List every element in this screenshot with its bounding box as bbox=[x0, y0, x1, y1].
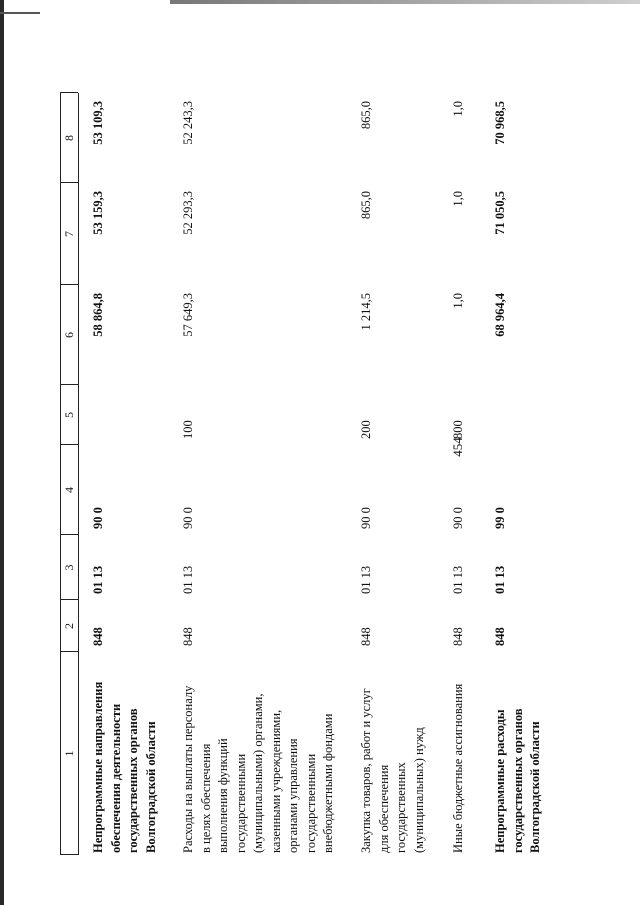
row-4-v8: 70 968,5 bbox=[493, 101, 507, 145]
row-3-name-line: Иные бюджетные ассигнования bbox=[451, 683, 465, 853]
header-cell-3: 3 bbox=[62, 564, 76, 571]
row-4-name-line: Волгоградской области bbox=[528, 721, 542, 853]
row-4-section: 01 13 bbox=[493, 565, 507, 594]
row-1-name-line: органами управления bbox=[286, 738, 300, 853]
row-2-name-line: для обеспечения bbox=[376, 764, 391, 853]
header-cell-5: 5 bbox=[62, 412, 76, 418]
header-cell-8: 8 bbox=[62, 135, 76, 141]
row-0-name-line: Непрограммные направления bbox=[91, 681, 105, 853]
row-0-name-line: Волгоградской области bbox=[143, 721, 158, 853]
row-0-name-line: государственных органов bbox=[126, 708, 140, 853]
row-2-v6: 1 214,5 bbox=[359, 293, 373, 331]
row-1-name-line: государственными bbox=[303, 753, 318, 853]
row-0-v7: 53 159,3 bbox=[91, 191, 105, 235]
row-3-type: 800 bbox=[451, 420, 465, 439]
row-1-name-line: Расходы на выплаты персоналу bbox=[181, 685, 195, 853]
row-0-v6: 58 864,8 bbox=[91, 293, 105, 337]
row-1-section: 01 13 bbox=[181, 565, 195, 594]
row-3-code: 848 bbox=[451, 627, 465, 646]
row-2-name-line: Закупка товаров, работ и услуг bbox=[359, 688, 373, 853]
row-3-v8: 1,0 bbox=[451, 101, 465, 117]
header-bottom-rule bbox=[78, 93, 79, 855]
row-3-v7: 1,0 bbox=[451, 191, 465, 207]
row-4-v6: 68 964,4 bbox=[493, 293, 507, 337]
header-top-rule bbox=[60, 93, 61, 855]
row-1-name-line: казенными учреждениями, bbox=[268, 709, 283, 853]
row-1-v6: 57 649,3 bbox=[181, 293, 195, 337]
row-4-v7: 71 050,5 bbox=[493, 191, 507, 235]
row-4-target: 99 0 bbox=[493, 507, 507, 529]
row-0-code: 848 bbox=[91, 627, 105, 646]
row-4-name-line: Непрограммные расходы bbox=[493, 709, 507, 853]
row-0-section: 01 13 bbox=[91, 565, 105, 594]
row-0-v8: 53 109,3 bbox=[91, 101, 105, 145]
row-1-v8: 52 243,3 bbox=[181, 101, 195, 145]
row-4-code: 848 bbox=[493, 627, 507, 646]
row-1-name-line: в целях обеспечения bbox=[198, 743, 213, 853]
row-2-name-line: (муниципальных) нужд bbox=[411, 727, 426, 853]
row-1-name-line: выполнения функций bbox=[216, 738, 230, 853]
row-3-target: 90 0 bbox=[451, 507, 465, 529]
header-cell-6: 6 bbox=[62, 332, 76, 338]
row-2-section: 01 13 bbox=[359, 565, 373, 594]
row-3-v6: 1,0 bbox=[451, 293, 465, 309]
row-1-name-line: (муниципальными) органами, bbox=[251, 693, 265, 853]
row-2-v7: 865,0 bbox=[359, 191, 373, 220]
row-3-section: 01 13 bbox=[451, 565, 465, 594]
row-1-name-line: внебюджетными фондами bbox=[321, 713, 335, 853]
row-4-name-line: государственных органов bbox=[510, 708, 525, 853]
row-2-target: 90 0 bbox=[359, 507, 373, 529]
row-2-code: 848 bbox=[359, 627, 373, 646]
row-1-target: 90 0 bbox=[181, 507, 195, 529]
row-0-target: 90 0 bbox=[91, 507, 105, 529]
header-cell-4: 4 bbox=[62, 487, 76, 493]
row-1-code: 848 bbox=[181, 627, 195, 646]
page-number: 454 bbox=[450, 437, 465, 457]
row-2-v8: 865,0 bbox=[359, 101, 373, 130]
header-cell-2: 2 bbox=[62, 623, 76, 629]
header-cell-7: 7 bbox=[62, 231, 76, 237]
row-2-name-line: государственных bbox=[394, 762, 408, 853]
row-2-type: 200 bbox=[359, 420, 373, 439]
row-0-name-line: обеспечения деятельности bbox=[108, 703, 123, 853]
row-1-name-line: государственными bbox=[233, 753, 248, 853]
header-cell-1: 1 bbox=[62, 750, 76, 757]
row-1-v7: 52 293,3 bbox=[181, 191, 195, 235]
row-1-type: 100 bbox=[181, 420, 195, 439]
